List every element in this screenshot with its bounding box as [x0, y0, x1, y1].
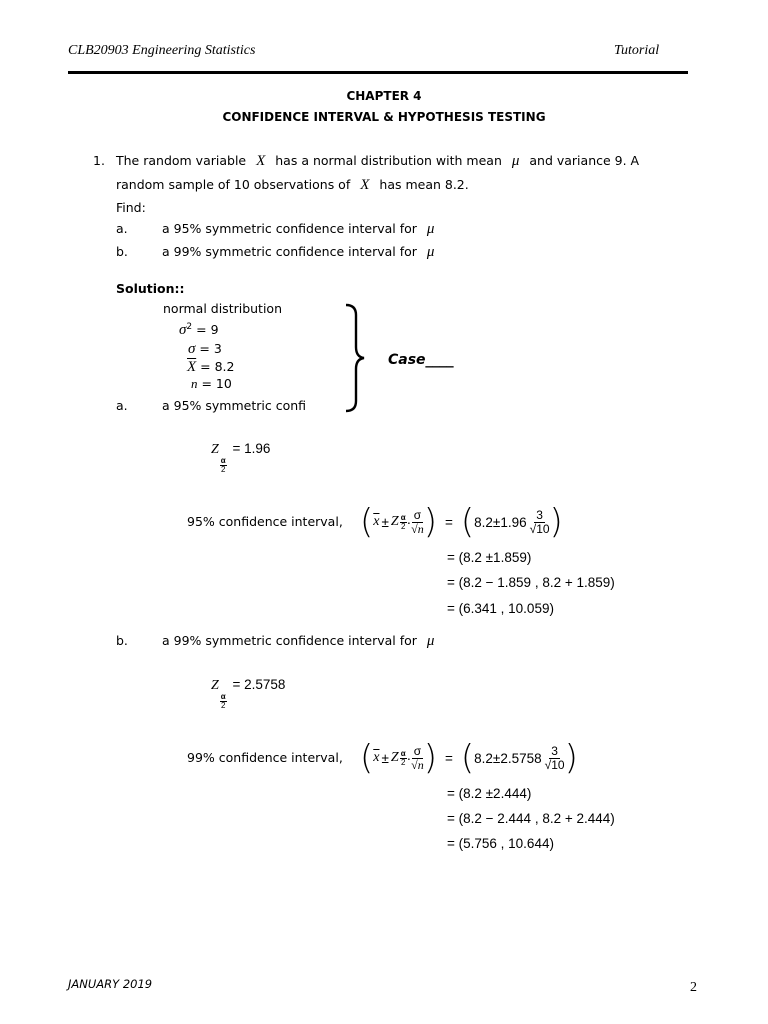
curly-brace-icon: [342, 303, 366, 413]
mu-symbol: μ: [426, 221, 435, 237]
header-type: Tutorial: [614, 43, 660, 58]
mu-symbol: μ: [511, 153, 520, 169]
var-x: X: [360, 177, 370, 193]
question-line-1: The random variable X has a normal distribution with mean μ and variance 9. A: [116, 153, 640, 169]
solution-part-a-label: a.: [116, 398, 128, 413]
part-b-text: a 99% symmetric confidence interval for μ: [162, 244, 435, 260]
ci-95-step-1: = (8.2 ±1.859): [447, 550, 532, 565]
part-a-label: a.: [116, 221, 128, 236]
chapter-title: CHAPTER 4: [346, 89, 422, 103]
page-number: 2: [690, 980, 697, 995]
ci-95-label: 95% confidence interval,: [187, 514, 343, 529]
topic-title: CONFIDENCE INTERVAL & HYPOTHESIS TESTING: [222, 110, 546, 124]
z-alpha-95: Z $\frac{\alpha}{2}$ = 1.96: [211, 441, 271, 474]
header-rule: [68, 71, 688, 74]
xbar-line: $\overline{X} = 8.2$: [187, 359, 235, 375]
ci-99-step-2: = (8.2 − 2.444 , 8.2 + 2.444): [447, 811, 615, 826]
var-x: X: [256, 153, 266, 169]
distribution-text: normal distribution: [163, 301, 283, 316]
ci-99-label: 99% confidence interval,: [187, 750, 343, 765]
footer-date: JANUARY 2019: [68, 977, 153, 991]
mu-symbol: μ: [426, 633, 435, 649]
solution-part-a-text: a 95% symmetric confi: [162, 398, 307, 413]
sigma-squared-line: $\sigma^2 = 9$: [179, 322, 219, 339]
part-b-label: b.: [116, 244, 128, 259]
ci-99-formula: ( $\overline{x}$ ± Z $\frac{\alpha}{2}$ · $\frac{\sigma}{√n}$ ) = ( 8.2 ±2.5758 $\frac{3}{√10}$ ): [360, 738, 578, 778]
ci-95-formula: ( $\overline{x}$ ± Z $\frac{\alpha}{2}$ · $\frac{\sigma}{√n}$ ) = ( 8.2 ±1.96 $\frac{3}{√10}$ ): [360, 502, 563, 542]
header-course: CLB20903 Engineering Statistics: [68, 43, 256, 58]
z-alpha-99: Z $\frac{\alpha}{2}$ = 2.5758: [211, 677, 286, 710]
solution-heading: Solution::: [116, 281, 185, 296]
solution-part-b-label: b.: [116, 633, 128, 648]
part-a-text: a 95% symmetric confidence interval for μ: [162, 221, 435, 237]
ci-99-result: = (5.756 , 10.644): [447, 836, 554, 851]
case-label: Case____: [388, 352, 454, 368]
mu-symbol: μ: [426, 244, 435, 260]
question-line-2: random sample of 10 observations of X has mean 8.2.: [116, 177, 469, 193]
ci-95-step-2: = (8.2 − 1.859 , 8.2 + 1.859): [447, 575, 615, 590]
sigma-line: σ = 3: [188, 341, 222, 357]
solution-part-b-text: a 99% symmetric confidence interval for μ: [162, 633, 435, 649]
ci-95-result: = (6.341 , 10.059): [447, 601, 554, 616]
find-label: Find:: [116, 200, 146, 215]
n-line: n = 10: [191, 376, 232, 391]
question-number: 1.: [93, 153, 105, 168]
ci-99-step-1: = (8.2 ±2.444): [447, 786, 532, 801]
